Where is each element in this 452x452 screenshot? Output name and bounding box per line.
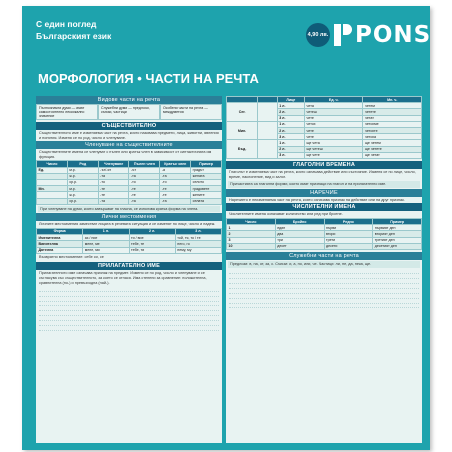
tense-label: Сег. [227, 103, 258, 122]
table-cell: тебе, те [129, 241, 175, 247]
adverb-heading: НАРЕЧИЕ [226, 189, 422, 197]
numeral-table [226, 218, 422, 250]
table-cell: м.р. [67, 186, 98, 192]
table-cell: четете [363, 109, 422, 115]
table-cell: четох [304, 121, 363, 127]
noun-text: Съществителното име е изменяема част на речта, която назовава предмети, лица, животни, явления и понятия. Изменя се по род, число и членуване. [39, 131, 219, 140]
pons-logo [334, 22, 431, 48]
header [22, 6, 430, 64]
table-cell: ще чета [304, 140, 363, 146]
table-cell: Дателна [37, 247, 83, 253]
table-cell [37, 198, 68, 204]
table-cell: трети [324, 237, 373, 243]
table-cell: ще четем [363, 140, 422, 146]
table-cell: Ед. [37, 167, 68, 173]
pons-logo-icon [334, 24, 352, 46]
column-header: Пример [373, 219, 422, 225]
column-header: Форма [37, 228, 83, 234]
table-cell: -то [98, 179, 129, 185]
verb-note: Причастията са глаголни форми, които имат признаци на глагол и на прилагателно име. [228, 181, 420, 188]
table-row [227, 243, 422, 249]
adverb-text: Наречието е неизменяема част на речта, която означава признак на действие или на друг признак. [229, 197, 405, 202]
table-cell: мене, ми [83, 247, 129, 253]
table-cell: два [275, 231, 324, 237]
column-header: Редно [324, 219, 373, 225]
table-cell: 2 [227, 231, 276, 237]
table-cell: първият ден [373, 225, 422, 231]
table-cell: ж.р. [67, 173, 98, 179]
pronoun-table [36, 228, 222, 254]
pronoun-table-body [37, 235, 222, 254]
tense-label: Бъд. [227, 140, 258, 159]
column-header: Ед. ч. [304, 97, 363, 103]
table-cell: четохте [363, 128, 422, 134]
table-cell: ж.р. [67, 192, 98, 198]
table-cell: чета [304, 103, 363, 109]
table-cell: -ът [129, 167, 160, 173]
table-cell: 2 л. [277, 146, 304, 152]
table-cell: -та [98, 173, 129, 179]
table-cell: -те [98, 186, 129, 192]
noun-table-body [37, 167, 222, 204]
table-cell: 3 [227, 237, 276, 243]
left-column [36, 96, 222, 443]
table-cell: четоха [363, 134, 422, 140]
page-title: МОРФОЛОГИЯ • ЧАСТИ НА РЕЧТА [38, 71, 259, 86]
column-header: Членуване [98, 161, 129, 167]
column-header: Пълен член [129, 161, 160, 167]
verb-heading: ГЛАГОЛНИ ВРЕМЕНА [226, 161, 422, 169]
table-cell: -те [98, 192, 129, 198]
verb-table-body [227, 103, 422, 159]
table-cell: три [275, 237, 324, 243]
brand-name: PONS [355, 22, 432, 48]
table-cell: Именителна [37, 235, 83, 241]
price-badge: 4,90 лв. [306, 23, 330, 47]
intro-cell: Служебни думи — предлози, съюзи, частици [98, 104, 160, 120]
text-lines [36, 286, 222, 332]
noun-table-heading: Членуване на съществителните [36, 141, 222, 149]
table-cell: ще четеш [304, 146, 363, 152]
adjective-text: Прилагателното име означава признак на предмет. Изменя се по род, число и членуване и се съгласува със съществителното, за което се отнася. Има степени за сравнение: положителна, сравнителна (по-) и превъзходна (най-). [39, 271, 207, 285]
noun-note: При членуване на думи, които завършват на гласна, се използва кратка форма на члена. [38, 206, 220, 213]
table-cell: Винителна [37, 241, 83, 247]
intro-heading: Видове части на речта [36, 96, 222, 104]
table-cell: 1 [227, 225, 276, 231]
series-line: С един поглед [36, 19, 97, 29]
table-cell: ще четете [363, 146, 422, 152]
table-cell: -те [129, 192, 160, 198]
table-cell: -те [129, 186, 160, 192]
table-cell [258, 121, 278, 140]
table-cell: -ът/-ят [98, 167, 129, 173]
table-cell: жената [191, 173, 222, 179]
table-cell: третият ден [373, 237, 422, 243]
table-cell [258, 140, 278, 159]
intro-cells [36, 104, 222, 120]
column-header: Лице [277, 97, 304, 103]
table-cell: -а [160, 167, 191, 173]
column-header: 3 л. [175, 228, 221, 234]
table-cell: вторият ден [373, 231, 422, 237]
table-cell: -та [129, 173, 160, 179]
function-words-heading: Служебни части на речта [226, 252, 422, 260]
table-cell: чете [304, 128, 363, 134]
table-cell: м.р. [67, 167, 98, 173]
pronoun-heading: Лични местоимения [36, 213, 222, 221]
table-cell: градът [191, 167, 222, 173]
table-cell: селата [191, 198, 222, 204]
table-cell: градовете [191, 186, 222, 192]
table-cell: четеш [304, 109, 363, 115]
function-words-text: Предлози: в, на, от, за, с. Съюзи: и, а, но, или, че. Частици: ли, не, да, нека, ще. [228, 261, 420, 268]
table-cell: -та [98, 198, 129, 204]
column-header: Бройно [275, 219, 324, 225]
verb-table [226, 96, 422, 159]
table-cell [258, 103, 278, 122]
table-cell: -то [160, 179, 191, 185]
table-cell: 1 л. [277, 103, 304, 109]
table-cell: -та [160, 198, 191, 204]
pronoun-text: Личните местоимения заместват лицата в речевата ситуация и се изменят по лице, число и падеж. [39, 222, 216, 227]
table-cell: четем [363, 103, 422, 109]
table-cell: десети [324, 243, 373, 249]
table-cell: -та [129, 198, 160, 204]
column-header: Кратък член [160, 161, 191, 167]
table-cell: чете [304, 134, 363, 140]
table-cell: -те [160, 192, 191, 198]
reference-card [22, 6, 430, 450]
column-header: 1 л. [83, 228, 129, 234]
table-cell: десетият ден [373, 243, 422, 249]
table-cell: -те [160, 186, 191, 192]
table-cell: тебе, ти [129, 247, 175, 253]
numeral-table-body [227, 225, 422, 250]
table-cell: четат [363, 115, 422, 121]
table-cell: той, тя, то / те [175, 235, 221, 241]
noun-heading: СЪЩЕСТВИТЕЛНО [36, 122, 222, 130]
tense-label: Мин. [227, 121, 258, 140]
table-cell: втори [324, 231, 373, 237]
adjective-heading: ПРИЛАГАТЕЛНО ИМЕ [36, 262, 222, 270]
table-cell: нему, му [175, 247, 221, 253]
column-header: Пример [191, 161, 222, 167]
table-cell: чете [304, 115, 363, 121]
table-cell: десет [275, 243, 324, 249]
column-header: Мн. ч. [363, 97, 422, 103]
table-cell: 1 л. [277, 140, 304, 146]
table-cell: ще четат [363, 152, 422, 158]
column-header: Род [67, 161, 98, 167]
table-cell: 2 л. [277, 128, 304, 134]
table-cell: ще чете [304, 152, 363, 158]
table-row [37, 247, 222, 253]
table-cell: ср.р. [67, 198, 98, 204]
table-cell: -та [160, 173, 191, 179]
table-cell: първи [324, 225, 373, 231]
noun-table [36, 160, 222, 204]
text-lines [226, 269, 422, 310]
pronoun-footer: Възвратно местоимение: себе си, се [39, 254, 104, 259]
table-cell: 3 л. [277, 134, 304, 140]
column-header: 2 л. [129, 228, 175, 234]
table-cell: един [275, 225, 324, 231]
numeral-heading: ЧИСЛИТЕЛНИ ИМЕНА [226, 203, 422, 211]
right-column [226, 96, 422, 443]
table-cell: -то [129, 179, 160, 185]
table-cell: ти / вие [129, 235, 175, 241]
intro-cell: Особени части на речта — междуметия [160, 104, 222, 120]
table-cell: 2 л. [277, 109, 304, 115]
table-cell: 3 л. [277, 115, 304, 121]
subject-line: Българският език [36, 31, 112, 41]
table-cell: 10 [227, 243, 276, 249]
table-cell: 3 л. [277, 152, 304, 158]
noun-table-sub: Съществителните имена се членуват с пълен или кратък член в зависимост от синтактичната им функция. [39, 150, 212, 159]
table-cell: жените [191, 192, 222, 198]
column-header: Число [37, 161, 68, 167]
table-cell: селото [191, 179, 222, 185]
numeral-text: Числителните имена означават количество или ред при броене. [229, 212, 343, 217]
verb-text: Глаголът е изменяема част на речта, която означава действие или състояние. Изменя се по лице, число, време, наклонение, вид и залог. [229, 170, 416, 179]
table-cell: 1 л. [277, 121, 304, 127]
table-cell: мене, ме [83, 241, 129, 247]
column-header: Число [227, 219, 276, 225]
table-cell: аз / ние [83, 235, 129, 241]
table-cell: Мн. [37, 186, 68, 192]
table-cell: ср.р. [67, 179, 98, 185]
table-cell: него, го [175, 241, 221, 247]
table-cell: четохме [363, 121, 422, 127]
table-row [37, 198, 222, 204]
intro-cell: Пълнозначни думи — имат самостоятелно лексикално значение [36, 104, 98, 120]
